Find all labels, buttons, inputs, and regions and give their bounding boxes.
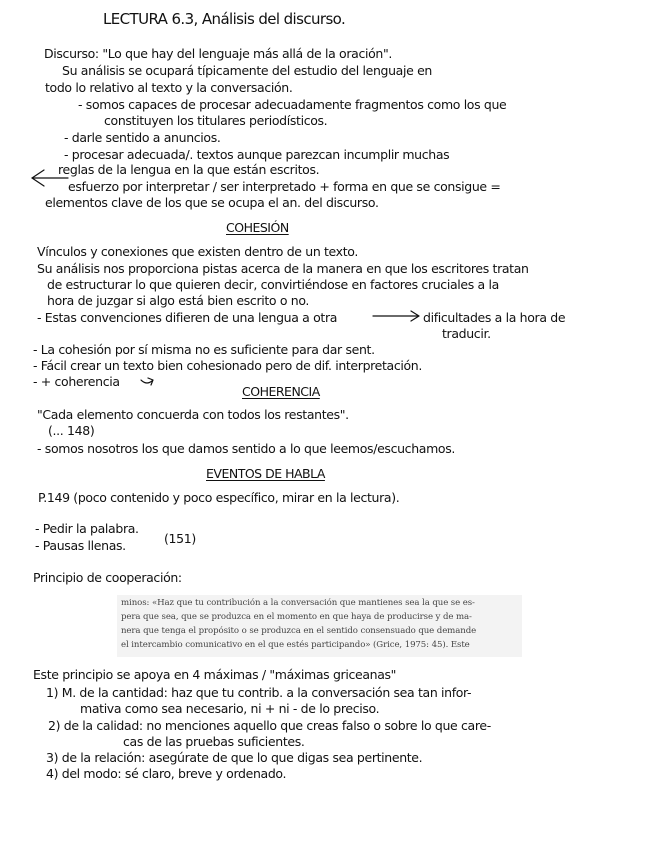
intro-line: constituyen los titulares periodísticos. <box>104 113 328 128</box>
intro-line: - procesar adecuada/. textos aunque parezcan incumplir muchas <box>64 147 450 162</box>
eventos-page-ref: (151) <box>164 531 196 546</box>
intro-line: reglas de la lengua en la que están escritos. <box>58 162 320 177</box>
coherencia-line: "Cada elemento concuerda con todos los restantes". <box>37 407 349 422</box>
curved-arrow-icon <box>141 378 153 385</box>
eventos-line: - Pedir la palabra. <box>35 521 139 536</box>
eventos-line: - Pausas llenas. <box>35 538 126 553</box>
cohesion-line: Su análisis nos proporciona pistas acerca de la manera en que los escritores tratan <box>37 261 529 276</box>
bracket-arrow-head-icon <box>32 170 44 178</box>
cohesion-line: Vínculos y conexiones que existen dentro de un texto. <box>37 244 358 259</box>
coherencia-line: (... 148) <box>48 423 95 438</box>
intro-line: elementos clave de los que se ocupa el an. del discurso. <box>45 195 379 210</box>
bracket-arrow-icon <box>32 178 68 186</box>
quote-line: el intercambio comunicativo en el que estés participando» (Grice, 1975: 45). Este <box>121 640 470 650</box>
eventos-line: P.149 (poco contenido y poco específico, mirar en la lectura). <box>38 490 400 505</box>
eventos-heading: EVENTOS DE HABLA <box>206 466 325 481</box>
quote-line: minos: «Haz que tu contribución a la conversación que mantienes sea la que se es- <box>121 598 475 608</box>
coherencia-line: - somos nosotros los que damos sentido a lo que leemos/escuchamos. <box>37 441 455 456</box>
cohesion-line: hora de juzgar si algo está bien escrito o no. <box>47 293 310 308</box>
quote-line: nera que tenga el propósito o se produzca en el sentido consensuado que demande <box>121 626 477 636</box>
right-arrow-icon <box>373 311 419 321</box>
maxima-line: 4) del modo: sé claro, breve y ordenado. <box>46 766 287 781</box>
page-title: LECTURA 6.3, Análisis del discurso. <box>103 10 346 28</box>
cohesion-line: - Estas convenciones difieren de una lengua a otra <box>37 310 338 325</box>
quote-line: pera que sea, que se produzca en el momento en que haya de producirse y de ma- <box>121 612 472 622</box>
maxima-line: 1) M. de la cantidad: haz que tu contrib. a la conversación sea tan infor- <box>46 685 472 700</box>
intro-line: Discurso: "Lo que hay del lenguaje más allá de la oración". <box>44 46 392 61</box>
cohesion-line: - La cohesión por sí misma no es suficiente para dar sent. <box>33 342 375 357</box>
cohesion-line: de estructurar lo que quieren decir, convirtiéndose en factores cruciales a la <box>47 277 499 292</box>
cohesion-line: - + coherencia <box>33 374 120 389</box>
cooperacion-heading: Principio de cooperación: <box>33 570 182 585</box>
maxima-line: 2) de la calidad: no menciones aquello que creas falso o sobre lo que care- <box>48 718 491 733</box>
intro-line: Su análisis se ocupará típicamente del estudio del lenguaje en <box>62 63 432 78</box>
maxima-line: 3) de la relación: asegúrate de que lo que digas sea pertinente. <box>46 750 423 765</box>
intro-line: - somos capaces de procesar adecuadamente fragmentos como los que <box>78 97 507 112</box>
maximas-intro: Este principio se apoya en 4 máximas / "máximas griceanas" <box>33 667 397 682</box>
cohesion-line: traducir. <box>442 326 491 341</box>
maxima-line: cas de las pruebas suficientes. <box>123 734 305 749</box>
intro-line: todo lo relativo al texto y la conversación. <box>45 80 293 95</box>
cohesion-line: dificultades a la hora de <box>423 310 566 325</box>
cohesion-heading: COHESIÓN <box>226 220 289 235</box>
coherencia-heading: COHERENCIA <box>242 384 320 399</box>
maxima-line: mativa como sea necesario, ni + ni - de lo preciso. <box>80 701 380 716</box>
cohesion-line: - Fácil crear un texto bien cohesionado pero de dif. interpretación. <box>33 358 423 373</box>
intro-line: - darle sentido a anuncios. <box>64 130 221 145</box>
intro-line: esfuerzo por interpretar / ser interpretado + forma en que se consigue = <box>68 179 501 194</box>
